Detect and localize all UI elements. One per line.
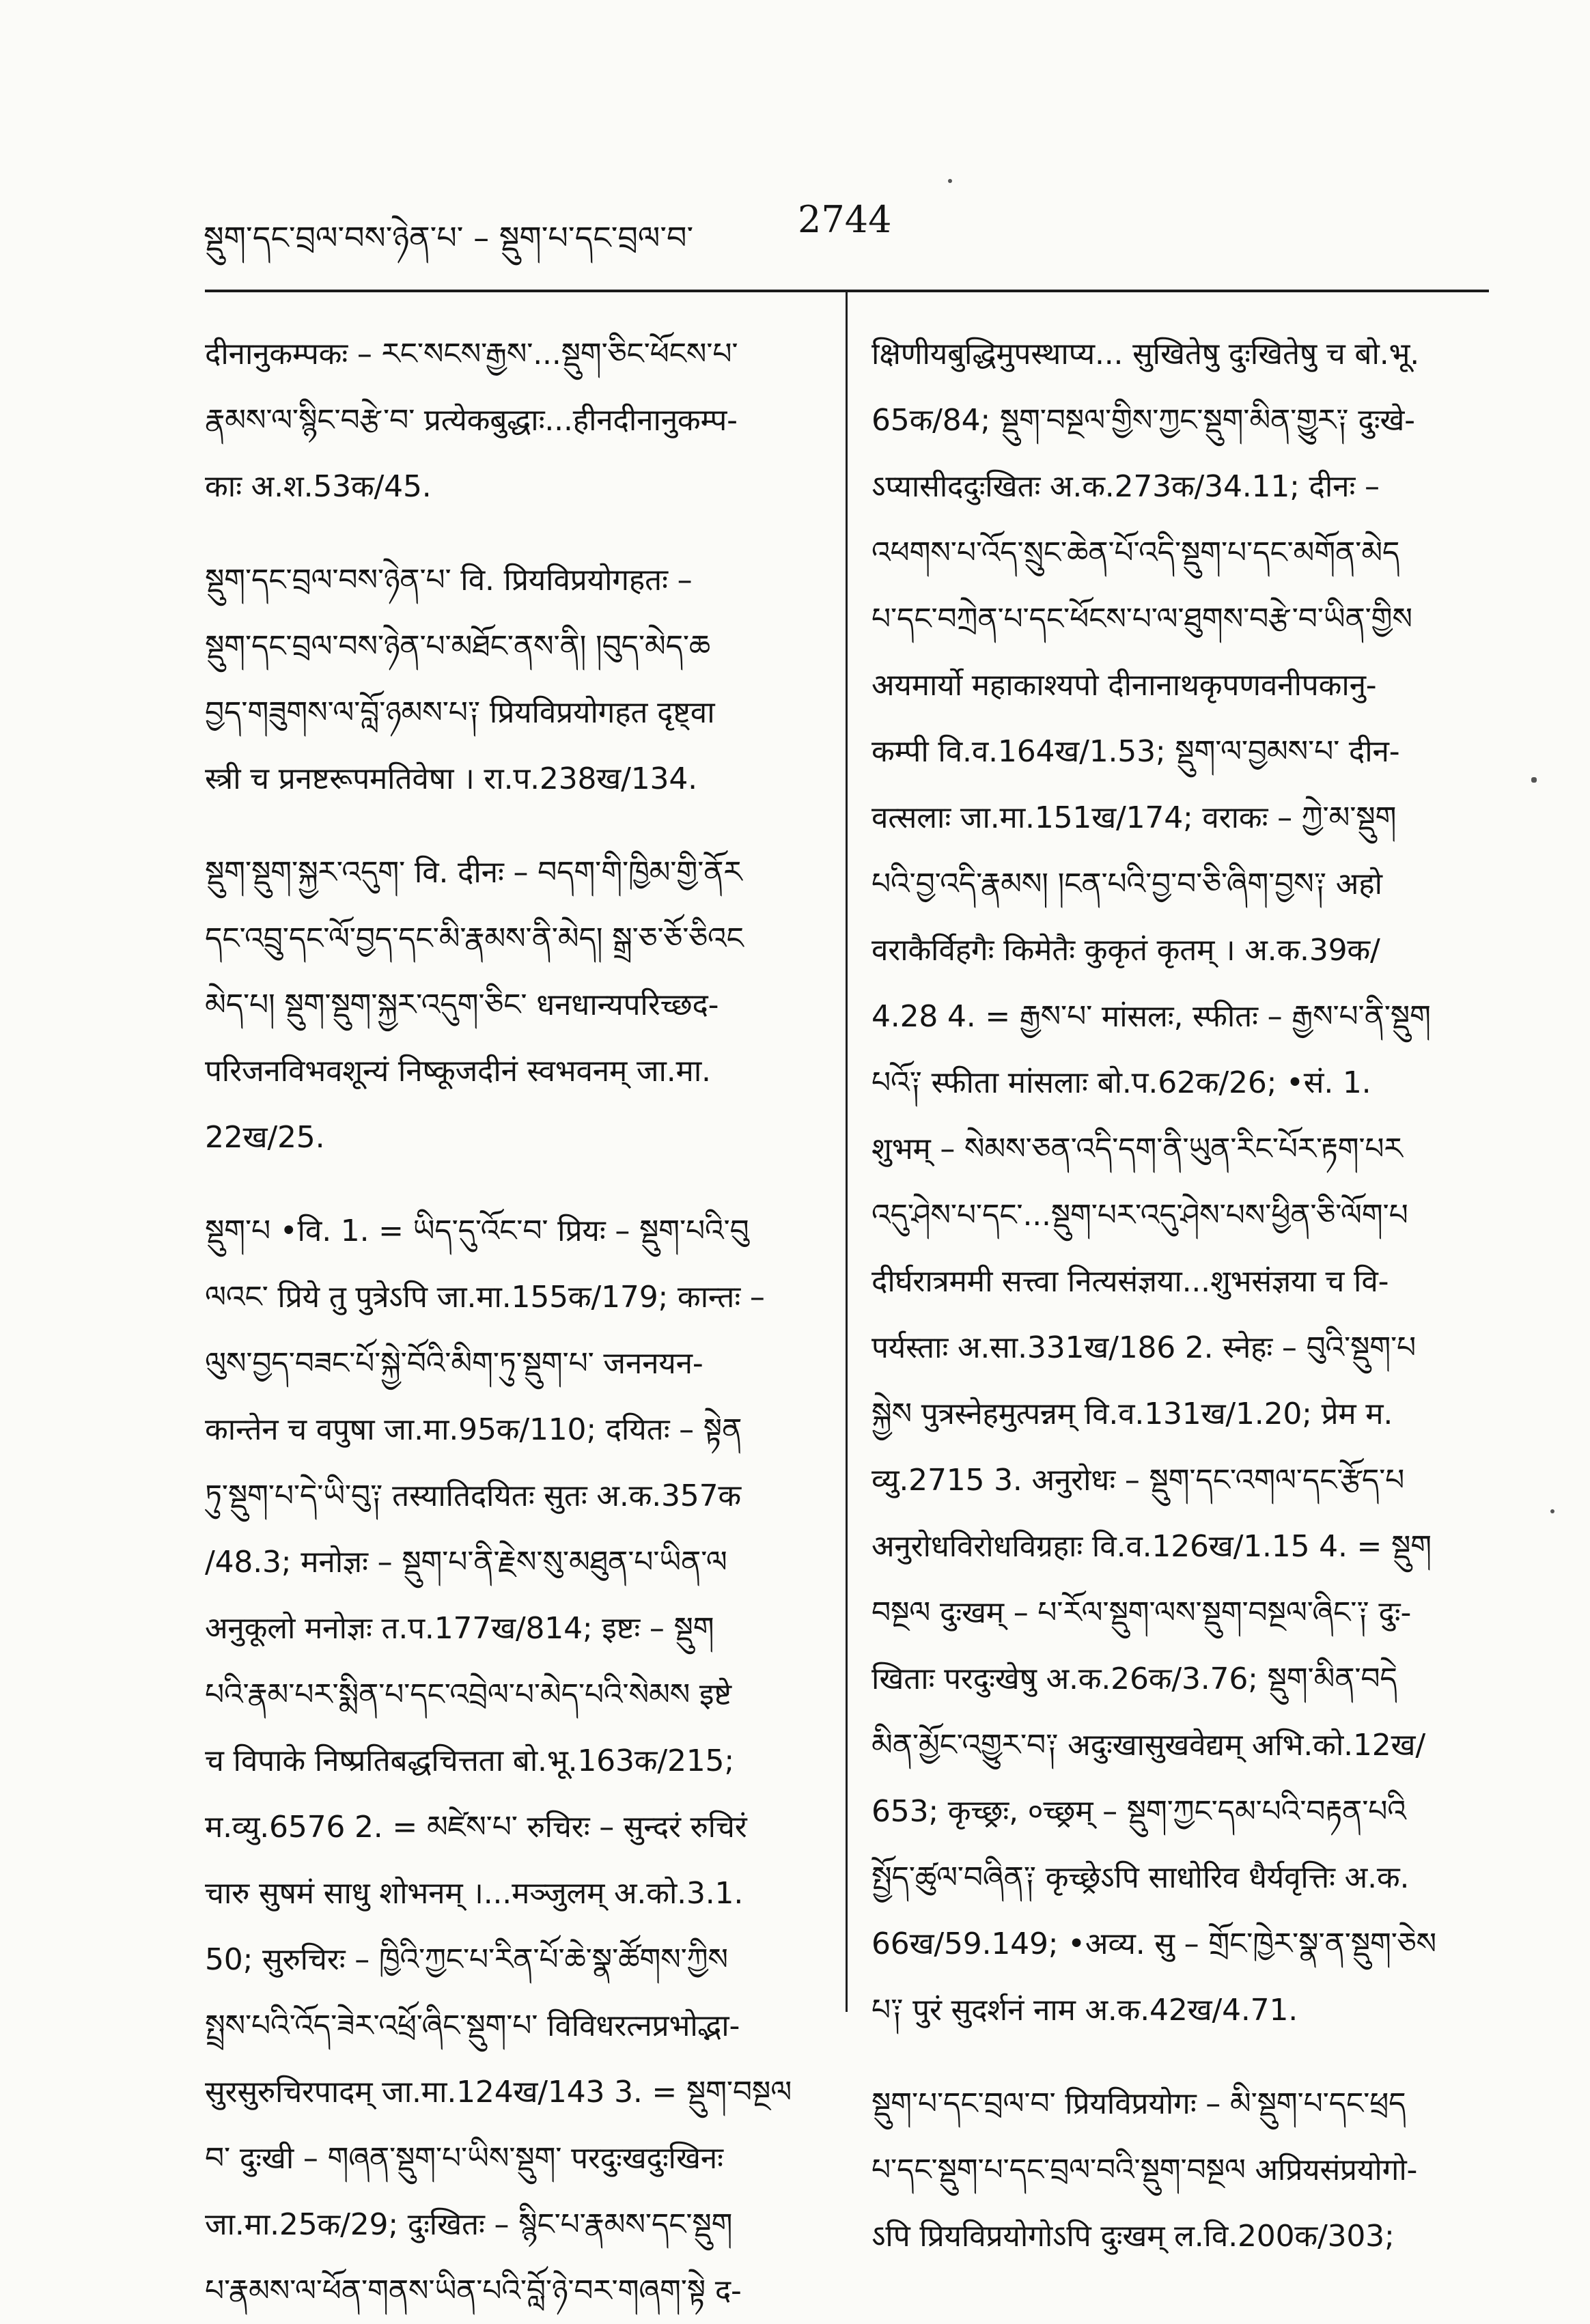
entry-line: सुरसुरुचिरपादम् जा.मा.124ख/143 3. = སྡུག་བསྔལ <box>205 2075 792 2110</box>
entry-line: སྤྲས་པའི་འོད་ཟེར་འཕྲོ་ཞིང་སྡུག་པ་ विविधरत्नप्रभोद्भा- <box>205 2008 740 2043</box>
entry-line: དང་འབྲུ་དང་ལོ་བྱད་དང་མི་རྣམས་ནི་མེད། སྒྲ་ཅ་ཅོ་ཅིའང <box>205 921 744 956</box>
entry-line: शुभम् – སེམས་ཅན་འདི་དག་ནི་ཡུན་རིང་པོར་རྟག་པར <box>871 1132 1403 1166</box>
left-column <box>205 321 820 2324</box>
entry-line: 50; सुरुचिरः – ཁྱིའི་ཀྱང་པ་རིན་པོ་ཆེ་སྣ་ཚོགས་ཀྱིས <box>205 1942 728 1977</box>
entry-gap <box>205 812 820 839</box>
entry-gap <box>205 520 820 547</box>
dictionary-entry <box>205 1198 820 2324</box>
entry-line: བསྔལ दुःखम् – པ་རོལ་སྡུག་ལས་སྡུག་བསྔལ་ཞིང་༑ दुः- <box>871 1595 1412 1630</box>
entry-line: वराकैर्विहगैः किमेतैः कुकृतं कृतम् । अ.क.39क/ <box>871 933 1380 968</box>
entry-line: परिजनविभवशून्यं निष्कूजदीनं स्वभवनम् जा.मा. <box>205 1054 711 1089</box>
entry-line: पर्यस्ताः अ.सा.331ख/186 2. स्नेहः – བུའི་སྡུག་པ <box>871 1330 1417 1365</box>
running-head: སྡུག་དང་བྲལ་བས་ཉེན་པ་ – སྡུག་པ་དང་བྲལ་བ་ <box>204 219 694 256</box>
entry-line: པའི་བྱ་འདི་རྣམས། །ངན་པའི་བྱ་བ་ཅི་ཞིག་བྱས༑ अहो <box>871 867 1382 901</box>
right-column <box>871 321 1486 2269</box>
scan-speck <box>948 179 952 183</box>
entry-line: སྡུག་པ •वि. 1. = ཡིད་དུ་འོང་བ་ प्रियः – སྡུག་པའི་བུ <box>205 1214 749 1248</box>
entry-line: ཏུ་སྡུག་པ་དེ་ཡི་བུ༑ तस्यातिदयितः सुतः अ.क.357क <box>205 1479 741 1513</box>
entry-line: क्षिणीयबुद्धिमुपस्थाप्य... सुखितेषु दुःखितेषु च बो.भू. <box>871 337 1420 372</box>
entry-line: བྱད་གཟུགས་ལ་བློ་ཉམས་པ༑ प्रियविप्रयोगहत दृष्ट्वा <box>205 695 715 730</box>
dictionary-entry <box>205 839 820 1171</box>
entry-gap <box>205 1171 820 1198</box>
entry-line: /48.3; मनोज्ञः – སྡུག་པ་ནི་རྗེས་སུ་མཐུན་པ་ཡིན་ལ <box>205 1545 727 1580</box>
entry-line: च विपाके निष्प्रतिबद्धचित्तता बो.भू.163क/215; <box>205 1744 734 1778</box>
entry-line: 66ख/59.149; •अव्य. सु – གྲོང་ཁྱེར་སྣ་ན་སྡུག་ཅེས <box>871 1927 1437 1961</box>
scan-speck <box>1550 1509 1554 1513</box>
entry-line: 653; कृच्छ्रः, ०च्छ्रम् – སྡུག་ཀྱང་དམ་པའི་བརྟན་པའི <box>871 1794 1406 1829</box>
entry-line: स्त्री च प्रनष्टरूपमतिवेषा । रा.प.238ख/134. <box>205 761 697 796</box>
entry-line: པ༑ पुरं सुदर्शनं नाम अ.क.42ख/4.71. <box>871 1993 1298 2028</box>
page-number: 2744 <box>798 198 892 241</box>
entry-line: འཕགས་པ་འོད་སྲུང་ཆེན་པོ་འདི་སྡུག་པ་དང་མགོན་མེད <box>871 535 1400 570</box>
entry-line: काः अ.श.53क/45. <box>205 469 432 504</box>
entry-line: པའོ༑ स्फीता मांसलाः बो.प.62क/26; •सं. 1. <box>871 1065 1371 1100</box>
entry-line: ऽप्यासीददुःखितः अ.क.273क/34.11; दीनः – <box>871 469 1380 504</box>
entry-line: खिताः परदुःखेषु अ.क.26क/3.76; སྡུག་མིན་བདེ <box>871 1662 1397 1696</box>
entry-line: སྡུག་དང་བྲལ་བས་ཉེན་པ་ वि. प्रियविप्रयोगहतः – <box>205 563 693 598</box>
entry-line: ལའང་ प्रिये तु पुत्रेऽपि जा.मा.155क/179; कान्तः – <box>205 1280 765 1315</box>
entry-line: སྡུག་དང་བྲལ་བས་ཉེན་པ་མཐོང་ནས་ནི། །བུད་མེད་ཆ <box>205 629 711 664</box>
scan-speck <box>1531 777 1537 783</box>
entry-line: म.व्यु.6576 2. = མཛེས་པ་ रुचिरः – सुन्दरं रुचिरं <box>205 1810 747 1845</box>
entry-line: པའི་རྣམ་པར་སྨིན་པ་དང་འབྲེལ་པ་མེད་པའི་སེམས इष्टे <box>205 1677 731 1712</box>
entry-line: བ་ दुःखी – གཞན་སྡུག་པ་ཡིས་སྡུག་ परदुःखदुःखिनः <box>205 2141 723 2176</box>
entry-line: दीनानुकम्पकः – རང་སངས་རྒྱས་...སྡུག་ཅིང་ཕོངས་པ་ <box>205 337 738 372</box>
entry-line: दीर्घरात्रममी सत्त्वा नित्यसंज्ञया...शुभसंज्ञया च वि- <box>871 1264 1389 1299</box>
entry-line: མེད་པ། སྡུག་སྡུག་སྐྱར་འདུག་ཅིང་ धनधान्यपरिच्छद- <box>205 988 719 1022</box>
entry-line: जा.मा.25क/29; दुःखितः – སྙིང་པ་རྣམས་དང་སྡུག <box>205 2207 733 2242</box>
entry-line: चारु सुषमं साधु शोभनम् ।...मञ्जुलम् अ.को.3.1. <box>205 1876 744 1911</box>
entry-line: व्यु.2715 3. अनुरोधः – སྡུག་དང་འགལ་དང་རྩོད་པ <box>871 1463 1405 1498</box>
entry-line: कम्पी वि.व.164ख/1.53; སྡུག་ལ་བྱམས་པ་ दीन- <box>871 734 1400 769</box>
entry-line: अयमार्यो महाकाश्यपो दीनानाथकृपणवनीपकानु- <box>871 668 1377 703</box>
entry-line: ལུས་བྱད་བཟང་པོ་སྐྱེ་བོའི་མིག་ཏུ་སྡུག་པ་ जननयन- <box>205 1346 703 1381</box>
entry-gap <box>871 2043 1486 2071</box>
dictionary-entry <box>205 321 820 520</box>
entry-line: སྤྱོད་ཚུལ་བཞིན༑ कृच्छ्रेऽपि साधोरिव धैर्यवृत्तिः अ.क. <box>871 1860 1410 1895</box>
dictionary-entry <box>205 547 820 812</box>
page-header <box>204 198 1365 256</box>
entry-line: 65क/84; སྡུག་བསྔལ་གྱིས་ཀྱང་སྡུག་མིན་གྱུར༑ दुःखे- <box>871 403 1415 438</box>
entry-line: པ་དང་བཀྲེན་པ་དང་ཕོངས་པ་ལ་ཐུགས་བརྩེ་བ་ཡིན་གྱིས <box>871 602 1412 636</box>
entry-line: སྡུག་སྡུག་སྐྱར་འདུག་ वि. दीनः – བདག་གི་ཁྱིམ་གྱི་ནོར <box>205 855 742 890</box>
entry-line: རྣམས་ལ་སྙིང་བརྩེ་བ་ प्रत्येकबुद्धाः...हीनदीनानुकम्प- <box>205 403 738 438</box>
entry-line: अनुकूलो मनोज्ञः त.प.177ख/814; इष्टः – སྡུག <box>205 1611 714 1646</box>
entry-line: པ་རྣམས་ལ་ཕོན་གནས་ཡིན་པའི་བློ་ཉེ་བར་གཞག་སྟེ द- <box>205 2273 742 2308</box>
entry-line: अनुरोधविरोधविग्रहाः वि.व.126ख/1.15 4. = སྡུག <box>871 1529 1432 1564</box>
entry-line: वत्सलाः जा.मा.151ख/174; वराकः – ཀྱེ་མ་སྡུག <box>871 800 1397 835</box>
entry-line: ऽपि प्रियविप्रयोगोऽपि दुःखम् ल.वि.200क/303; <box>871 2219 1395 2254</box>
entry-line: སྡུག་པ་དང་བྲལ་བ་ प्रियविप्रयोगः – མི་སྡུག་པ་དང་ཕྲད <box>871 2086 1406 2121</box>
entry-line: འདུ་ཤེས་པ་དང་...སྡུག་པར་འདུ་ཤེས་པས་ཕྱིན་ཅི་ལོག་པ <box>871 1198 1408 1233</box>
entry-line: 4.28 4. = རྒྱས་པ་ मांसलः, स्फीतः – རྒྱས་པ་ནི་སྡུག <box>871 999 1431 1034</box>
entry-line: कान्तेन च वपुषा जा.मा.95क/110; दयितः – སྟེན <box>205 1412 742 1447</box>
dictionary-entry <box>871 2071 1486 2269</box>
entry-line: པ་དང་སྡུག་པ་དང་བྲལ་བའི་སྡུག་བསྔལ अप्रियसंप्रयोगो- <box>871 2153 1418 2187</box>
entry-line: སྐྱེས पुत्रस्नेहमुत्पन्नम् वि.व.131ख/1.20; प्रेम म. <box>871 1397 1393 1431</box>
dictionary-entry <box>871 321 1486 2043</box>
entry-line: 22ख/25. <box>205 1120 325 1155</box>
column-divider <box>846 291 848 2012</box>
entry-line: མིན་མྱོང་འགྱུར་བ༑ अदुःखासुखवेद्यम् अभि.को.12ख/ <box>871 1728 1425 1763</box>
